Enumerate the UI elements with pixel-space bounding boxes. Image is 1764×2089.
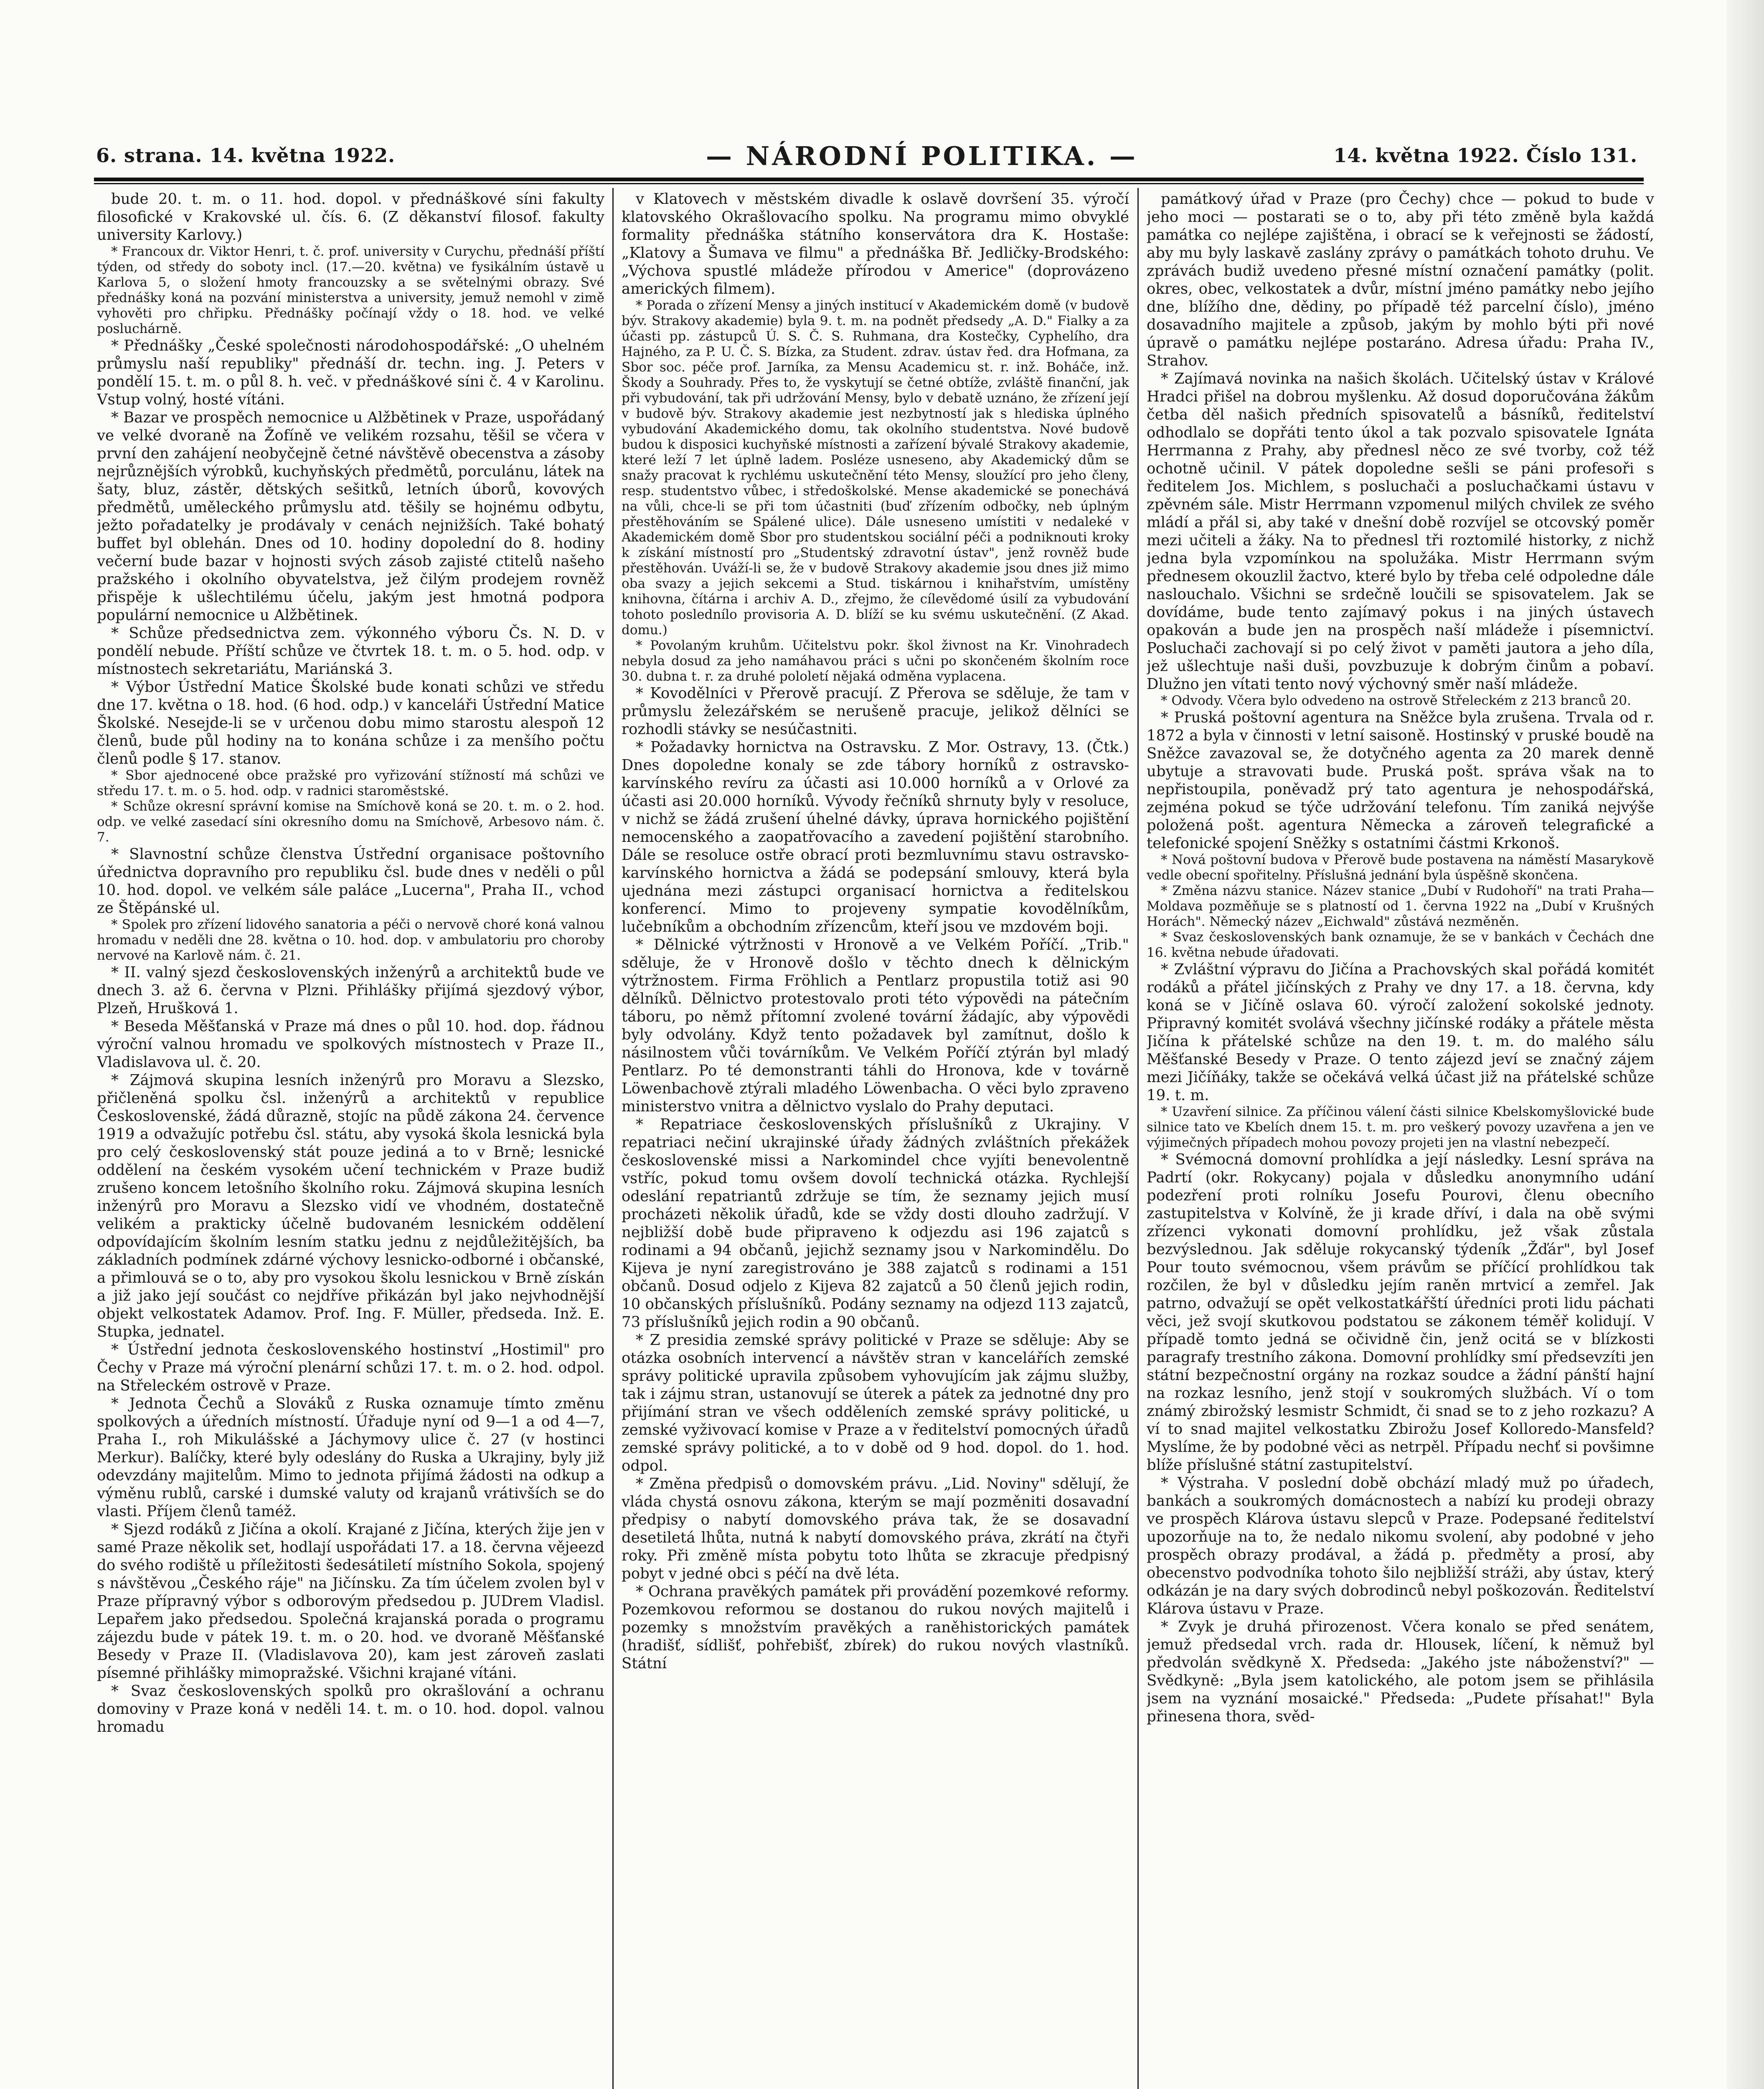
news-item: * Zájmová skupina lesních inženýrů pro Moravu a Slezsko, přičleněná spolku čsl. inženýrů a architektů v republice Československé, žádá důrazně, stojíc na půdě zákona 24. července 1919 a odvažujíc potřebu čsl. státu, aby vysoká škola lesnická byla pro celý československý stát pouze jediná a to v Brně; lesnické oddělení na českém vysokém učení technickém v Praze budiž zrušeno koncem letošního školního roku. Zájmová skupina lesních inženýrů pro Moravu a Slezsko vidí ve vhodném, dostatečně velikém a prakticky účelně budovaném lesnickém oddělení odpovídajícím školním lesním statku jednu z nejdůležitějších, ba základních podmínek zdárné výchovy lesnicko-odborné i občanské, a přimlouvá se o to, aby pro vysokou školu lesnickou v Brně získán a již jako její součást co nejdříve přikázán byl jako nejvhodnější objekt velkostatek Adamov. Prof. Ing. F. Müller, předseda. Inž. E. Stupka, jednatel.: [97, 1072, 604, 1340]
news-item: * Sjezd rodáků z Jičína a okolí. Krajané z Jičína, kterých žije jen v samé Praze několik set, hodlají uspořádati 17. a 18. června vějeezd do svého rodiště u příležitosti šedesátiletí místního Sokola, spojený s návštěvou „Českého ráje" na Jičínsku. Za tím účelem zvolen byl v Praze přípravný výbor s odborovým předsedou p. JUDrem Vladisl. Lepařem jako předsedou. Společná krajanská porada o programu zájezdu bude v pátek 19. t. m. o 20. hod. ve dvoraně Měšťanské Besedy v Praze II. (Vladislavova 20), kam jest zároveň zaslati písemné přihlášky mimopražské. Všichni krajané vítáni.: [97, 1521, 604, 1682]
news-item: * Beseda Měšťanská v Praze má dnes o půl 10. hod. dop. řádnou výroční valnou hromadu ve spolkových místnostech v Praze II., Vladislavova ul. č. 20.: [97, 1018, 604, 1071]
news-item: * Kovodělníci v Přerově pracují. Z Přerova se sděluje, že tam v průmyslu železářském se nerušeně pracuje, jelikož dělníci se rozhodli stávky se nesúčastniti.: [622, 685, 1129, 738]
news-item: * Porada o zřízení Mensy a jiných institucí v Akademickém domě (v budově býv. Strakovy akademie) byla 9. t. m. na podnět předsedy „A. D." Fialky a za účasti pp. zástupců Ú. S. Č. S. Ruhmana, dra Kostečky, Cyphelího, dra Hajného, za P. U. Č. S. Bízka, za Student. zdrav. ústav řed. dra Hofmana, za Sbor soc. péče prof. Jarníka, za Mensu Academicu st. r. inž. Boháče, inž. Škody a Souhrady. Přes to, že vyskytují se četné obtíže, zvláště finanční, jak při vybudování, tak při udržování Mensy, bylo v debatě uznáno, že zřízení její v budově býv. Strakovy akademie jest nezbytností jak s hlediska úplného vybudování Akademického domu, tak okolního studentstva. Nové budově budou k disposici kuchyňské místnosti a zařízení bývalé Strakovy akademie, které leží 7 let úplně ladem. Posléze usneseno, aby Akademický dům se snažy pracovat k rychlému uskutečnění této Mensy, sloužící pro jeho členy, resp. studentstvo vůbec, i středoškolské. Mense akademické se ponechává na vůli, chce-li se při tom účastniti (buď zřízením odbočky, neb úplným přestěhováním se Spálené ulice). Dále usneseno umístiti v nedaleké v Akademickém domě Sbor pro studentskou sociální péči a podniknouti kroky k získání místností pro „Studentský zdravotní ústav", jenž rovněž bude přestěhován. Uváží-li se, že v budově Strakovy akademie jsou dnes již mimo oba svazy a jejich sekcemi a Stud. tiskárnou i knihařstvím, umístěny knihovna, čítárna i archiv A. D., zřejmo, že cílevědomé úsilí za vybudování tohoto poslednílo provisoria A. D. blíží se ku svému uskutečnění. (Z Akad. domu.): [622, 298, 1129, 638]
news-item: * Zajímavá novinka na našich školách. Učitelský ústav v Králové Hradci přišel na dobrou myšlenku. Až dosud doporučována žákům četba děl našich předních spisovatelů a básníků, ředitelství odhodlalo se dopřáti tento úkol a tak pozvalo spisovatele Ignáta Herrmanna z Prahy, aby přednesl něco ze své tvorby, což též ochotně učinil. V pátek dopoledne sešli se páni profesoři s ředitelem Jos. Michlem, s posluchači a posluchačkami ústavu v zpěvném sále. Mistr Herrmann vzpomenul milých chvilek ze svého mládí a přál si, aby také v dnešní době rozvíjel se otcovský poměr mezi učiteli a žáky. Na to přednesl tři roztomilé historky, z nichž jedna byla vzpomínkou na spolužáka. Mistr Herrmann svým přednesem okouzlil žactvo, které bylo by třeba celé odpoledne dále naslouchalo. Všichni se srdečně loučili se spisovatelem. Jak se dovídáme, bude tento zajímavý pokus i na jiných ústavech opakován a bude jen na prospěch naší mládeže i písemnictví. Posluchači zachovají si po celý život v paměti jautora a jeho díla, jež ušlechtuje naši duši, povzbuzuje k dobrým činům a pobaví. Dlužno jen vítati tento nový výchovný směr naší mládeže.: [1147, 370, 1654, 693]
news-item: * Výstraha. V poslední době obchází mladý muž po úřadech, bankách a soukromých domácnostech a nabízí ku prodeji obrazy ve prospěch Klárova ústavu slepců v Praze. Podepsané ředitelství upozorňuje na to, že nedalo nikomu svolení, aby podobné v jeho prospěch obrazy prodával, a žádá p. předměty a prosí, aby obecenstvo podvodníka tohoto šilo nejbližší stráži, aby ústav, který odkázán je na dary svých dobrodinců nebyl poškozován. Ředitelství Klárova ústavu v Praze.: [1147, 1474, 1654, 1617]
column-divider-1: [612, 188, 614, 2089]
news-item: * Nová poštovní budova v Přerově bude postavena na náměstí Masarykově vedle obecní spořitelny. Příslušná jednání byla úspěšně skončena.: [1147, 852, 1654, 883]
news-item: * Svaz československých spolků pro okrašlování a ochranu domoviny v Praze koná v neděli 14. t. m. o 10. hod. dopol. valnou hromadu: [97, 1682, 604, 1736]
header-rule: [94, 178, 1644, 181]
news-item: * Výbor Ústřední Matice Školské bude konati schůzi ve středu dne 17. května o 18. hod. (6 hod. odp.) v kanceláři Ústřední Matice Školské. Nesejde-li se v určenou dobu mimo starostu alespoň 12 členů, bude půl hodiny na to konána schůze i za menšího počtu členů podle § 17. stanov.: [97, 679, 604, 767]
news-column-1: [97, 190, 604, 2089]
header-rule-thin: [94, 183, 1644, 184]
news-item: * Ústřední jednota československého hostinství „Hostimil" pro Čechy v Praze má výroční plenární schůzi 17. t. m. o 2. hod. odpol. na Střeleckém ostrově v Praze.: [97, 1341, 604, 1394]
header-issue-number: 14. května 1922. Číslo 131.: [1333, 144, 1637, 167]
header-page-date: 6. strana. 14. května 1922.: [96, 144, 395, 167]
news-item: * Spolek pro zřízení lidového sanatoria a péči o nervově choré koná valnou hromadu v neděli dne 28. května o 10. hod. dop. v ambulatoriu pro choroby nervové na Karlově nám. č. 21.: [97, 917, 604, 963]
news-item: * Bazar ve prospěch nemocnice u Alžbětinek v Praze, uspořádaný ve velké dvoraně na Žofíně ve velikém rozsahu, těšil se včera v první den zahájení neobyčejně četné návštěvě obecenstva a zásoby nejrůznějších výrobků, kuchyňských předmětů, porculánu, látek na šaty, bluz, zástěr, dětských sešitků, letních úborů, kovových předmětů, uměleckého průmyslu atd. těšily se hojnému odbytu, ježto pořadatelky je prodávaly v cenách nejnižších. Také bohatý buffet byl oblehán. Dnes od 10. hodiny dopolední do 8. hodiny večerní bude bazar v hojnosti svých zásob zajisté ctitelů našeho pražského i okolního obyvatelstva, jež čilým prodejem rovněž přispěje k ušlechtilému účelu, jakým jest hmotná podpora populární nemocnice u Alžbětinek.: [97, 409, 604, 624]
news-item: * Ochrana pravěkých památek při provádění pozemkové reformy. Pozemkovou reformou se dostanou do rukou nových majitelů i pozemky s množstvím pravěkých a raněhistorických památek (hradišť, sídlišť, pohřebišť, zbírek) do rukou nových vlastníků. Státní: [622, 1583, 1129, 1672]
news-item: * Zvyk je druhá přirozenost. Včera konalo se před senátem, jemuž předsedal vrch. rada dr. Hlousek, líčení, k němuž byl předvolán svědkyně X. Předseda: „Jakého jste náboženství?" — Svědkyně: „Byla jsem katolického, ale potom jsem se přihlásila jsem na vyznání mosaické." Předseda: „Pudete přísahat!" Byla přinesena thora, svěd-: [1147, 1618, 1654, 1725]
news-item: * Požadavky hornictva na Ostravsku. Z Mor. Ostravy, 13. (Čtk.) Dnes dopoledne konaly se zde tábory horníků z ostravsko-karvínského revíru za účasti asi 10.000 horníků a v Orlové za účasti asi 20.000 horníků. Vývody řečníků shrnuty byly v resoluce, v nichž se žádá zrušení úhelné dávky, úprava hornického pojištění nemocenského a zaopatřovacího a zavedení pojištění starobního. Dále se resoluce ostře obrací proti bezmluvnímu stavu ostravsko-karvínského hornictva a žádá se podepsání smlouvy, která byla ujednána mezi zástupci organisací hornictva a ředitelskou konferencí. Mimo to projeveny sympatie kovodělníkům, lučebníkům a obchodním zřízencům, kteří jsou ve mzdovém boji.: [622, 739, 1129, 935]
news-item: * Sbor ajednocené obce pražské pro vyřizování stížností má schůzi ve středu 17. t. m. o 5. hod. odp. v radnici staroměstské.: [97, 768, 604, 798]
news-item: * Dělnické výtržnosti v Hronově a ve Velkém Poříčí. „Trib." sděluje, že v Hronově došlo v těchto dnech k dělnickým výtržnostem. Firma Fröhlich a Pentlarz propustila totiž asi 90 dělníků. Dělnictvo protestovalo proti této výpovědi na pátečním táboru, po němž přítomní zvolené tovární žádajíc, aby výpovědi byly odvolány. Když tento požadavek byl zamítnut, došlo k násilnostem vůči továrníkům. Ve Velkém Poříčí ztýrán byl mladý Pentlarz. Po té demonstranti táhli do Hronova, kde v továrně Löwenbachově ztýrali mladého Löwenbacha. O věci bylo zpraveno ministerstvo vnitra a dělnictvo vyslalo do Prahy deputaci.: [622, 936, 1129, 1115]
news-item: * Slavnostní schůze členstva Ústřední organisace poštovního úřednictva dopravního pro republiku čsl. bude dnes v neděli o půl 10. hod. dopol. ve velkém sále paláce „Lucerna", Praha II., vchod ze Štěpánské ul.: [97, 846, 604, 917]
news-item: v Klatovech v městském divadle k oslavě dovršení 35. výročí klatovského Okrašlovacího spolku. Na programu mimo obvyklé formality přednáška státního konservátora dra K. Hostaše: „Klatovy a Šumava ve filmu" a přednáška Bř. Jedličky-Brodského: „Výchova spustlé mládeže přírodou v Americe" (doprovázeno amerických filmem).: [622, 191, 1129, 297]
news-item: * Francoux dr. Viktor Henri, t. č. prof. university v Curychu, přednáší příští týden, od středy do soboty incl. (17.—20. května) ve fysikálním ústavě u Karlova 5, o složení hmoty francouzsky a se světelnými obrazy. Své přednášky koná na pozvání ministerstva a university, jemuž nemohl v zimě vyhověti pro chřipku. Přednášky počínají vždy o 18. hod. ve velké posluchárně.: [97, 244, 604, 336]
news-item: * Pruská poštovní agentura na Sněžce byla zrušena. Trvala od r. 1872 a byla v činnosti v letní saisoně. Hostinský v pruské boudě na Sněžce zavazoval se, že dotyčného agenta za 20 marek denně ubytuje a stravovati bude. Pruská pošt. správa však na to nepřistoupila, poněvadž prý tato agentura je nehospodářská, zejména pokud se týče udržování telefonu. Tím zaniká nejvýše položená pošt. agentura Německa a zároveň telegrafické a telefonické spojení Sněžky s ostatními částmi Krkonoš.: [1147, 709, 1654, 852]
news-item: * Z presidia zemské správy politické v Praze se sděluje: Aby se otázka osobních intervencí a návštěv stran v kancelářích zemské správy politické upravila způsobem vyhovujícím jak zájmu služby, tak i zájmu stran, ustanovují se úterek a pátek za jednotné dny pro přijímání stran ve všech odděleních zemské správy politické, u zemské vyživovací komise v Praze a v ředitelství pomocných úřadů zemské správy politické, a to v době od 9 hod. dopol. do 1. hod. odpol.: [622, 1332, 1129, 1474]
scan-edge-right: [1726, 0, 1764, 2089]
news-item: * Uzavření silnice. Za příčinou válení části silnice Kbelskomyšlovické bude silnice tato ve Kbelích dnem 15. t. m. pro veškerý povozy uzavřena a jen ve výjimečných případech mohou povozy projeti jen na vlastní nebezpečí.: [1147, 1104, 1654, 1150]
news-item: * Schůze okresní správní komise na Smíchově koná se 20. t. m. o 2. hod. odp. ve velké zasedací síni okresního domu na Smíchově, Arbesovo nám. č. 7.: [97, 799, 604, 845]
column-divider-2: [1137, 188, 1139, 2089]
news-item: bude 20. t. m. o 11. hod. dopol. v přednáškové síni fakulty filosofické v Krakovské ul. čís. 6. (Z děkanství filosof. fakulty university Karlovy.): [97, 191, 604, 244]
news-item: * Změna názvu stanice. Název stanice „Dubí v Rudohoří" na trati Praha—Moldava pozměňuje se s platností od 1. června 1922 na „Dubí v Krušných Horách". Německý název „Eichwald" zůstává nezměněn.: [1147, 883, 1654, 929]
news-item: památkový úřad v Praze (pro Čechy) chce — pokud to bude v jeho moci — postarati se o to, aby při této změně byla každá památka co nejlépe zajištěna, i obrací se k veřejnosti se žádostí, aby mu byly laskavě zaslány zprávy o památkách tohoto druhu. Ve zprávách budiž uvedeno přesné místní označení památky (polit. okres, obec, velkostatek a dvůr, místní jméno památky nebo jejího dne, blížího dne, dědiny, po případě též parcelní číslo), jméno dosavadního majitele a způsob, jakým by mohlo býti při nové úpravě o památku nejlépe postaráno. Adresa úřadu: Praha IV., Strahov.: [1147, 191, 1654, 369]
news-item: * Repatriace československých příslušníků z Ukrajiny. V repatriaci nečiní ukrajinské úřady žádných zvláštních překážek československé missi a Narkomindel chce vyjíti benevolentně vstříc, pokud tomu ovšem dovolí technická otázka. Rychlejší odeslání repatriantů zdržuje se tím, že seznamy jejich musí procházeti několik úřadů, kde se vždy dosti dlouho zadržují. V nejbližší době bude připraveno k odjezdu asi 196 zajatců s rodinami a 94 občanů, jejichž seznamy jsou v Narkomindělu. Do Kijeva je nyní zaregistrováno je 388 zajatců s rodinami a 151 občanů. Dosud odjelo z Kijeva 82 zajatců a 50 členů jejich rodin, 10 občanských příslušníků. Podány seznamy na odjezd 113 zajatců, 73 příslušníků jejich rodin a 90 občanů.: [622, 1116, 1129, 1331]
news-column-3: [1147, 190, 1654, 2089]
news-item: * Odvody. Včera bylo odvedeno na ostrově Střeleckém z 213 branců 20.: [1161, 693, 1632, 708]
header-newspaper-title: — NÁRODNÍ POLITIKA. —: [706, 141, 1138, 171]
page-header: [96, 141, 1642, 173]
news-item: * Svaz československých bank oznamuje, že se v bankách v Čechách dne 16. května nebude úřadovati.: [1147, 930, 1654, 960]
news-item: * Schůze předsednictva zem. výkonného výboru Čs. N. D. v pondělí nebude. Příští schůze ve čtvrtek 18. t. m. o 5. hod. odp. v místnostech sekretariátu, Mariánská 3.: [97, 625, 604, 678]
news-item: * Změna předpisů o domovském právu. „Lid. Noviny" sdělují, že vláda chystá osnovu zákona, kterým se mají pozměniti dosavadní předpisy o nabytí domovského práva tak, že se dosavadní desetiletá lhůta, nutná k nabytí domovského práva, zkrátí na čtyři roky. Při změně místa pobytu toto lhůta se zkracuje předpisný pobyt v jedné obci s péčí na dvě léta.: [622, 1475, 1129, 1582]
news-item: * Povolaným kruhům. Učitelstvu pokr. škol živnost na Kr. Vinohradech nebyla dosud za jeho namáhavou práci s učni po skončeném školním roce 30. dubna t. r. za druhé pololetí nějaká odměna vyplacena.: [622, 638, 1129, 684]
news-item: * Zvláštní výpravu do Jičína a Prachovských skal pořádá komitét rodáků a přátel jičínských z Prahy ve dny 17. a 18. června, kdy koná se v Jičíně oslava 60. výročí založení sokolské jednoty. Připravný komitét svolává všechny jičínské rodáky a přátele města Jičína k přátelské schůze na den 19. t. m. do malého sálu Měšťanské Besedy v Praze. O tento zájezd jeví se značný zájem mezi Jičíňáky, takže se očekává velká účast již na přátelské schůze 19. t. m.: [1147, 961, 1654, 1104]
news-column-2: [622, 190, 1129, 2089]
news-item: * Jednota Čechů a Slováků z Ruska oznamuje tímto změnu spolkových a úředních místností. Úřaduje nyní od 9—1 a od 4—7, Praha I., roh Mikulášské a Jáchymovy ulice č. 27 (v hostinci Merkur). Balíčky, které byly odeslány do Ruska a Ukrajiny, byly již odevzdány majitelům. Mimo to jednota přijímá žádosti na odkup a výměnu rublů, carské i dumské valuty od krajanů vrátivších se do vlasti. Příjem členů taméž.: [97, 1395, 604, 1520]
news-item: * Přednášky „České společnosti národohospodářské: „O uhelném průmyslu naší republiky" přednáší dr. techn. ing. J. Peters v pondělí 15. t. m. o půl 8. h. več. v přednáškové síni č. 4 v Karolinu. Vstup volný, hosté vítáni.: [97, 337, 604, 408]
news-item: * Svémocná domovní prohlídka a její následky. Lesní správa na Padrtí (okr. Rokycany) pojala v důsledku anonymního udání podezření proti rolníku Josefu Pourovi, členu obecního zastupitelstva v Kolvíně, že ji krade dříví, i dala na obě svými zřízenci vykonati domovní prohlídku, jež však zůstala bezvýslednou. Jak sděluje rokycanský týdeník „Žďár", byl Josef Pour touto svémocnou, všem právům se příčící prohlídkou tak rozčilen, že byl v důsledku jejím raněn mrtvicí a zemřel. Jak patrno, odvažují se opět velkostatkářští úředníci proti lidu páchati věci, jež svojí skutkovou podstatou se zákonem téměř kolidují. V případě tomto jedná se očividně čin, jenž ocitá se v blízkosti paragrafy trestního zákona. Domovní prohlídky smí předsevzíti jen státní bezpečnostní orgány na rozkaz soudce a žádní pánští hajní na rozkaz lesního, jenž stojí v soukromých službách. Ví o tom známý zbirožský lesmistr Schmidt, či snad se to z jeho rozkazu? A ví to snad majitel velkostatku Zbirožu Josef Kolloredo-Mansfeld? Myslíme, že by podobné věci as netrpěl. Případu nechť si povšimne blíže příslušné státní zastupitelství.: [1147, 1151, 1654, 1474]
news-item: * II. valný sjezd československých inženýrů a architektů bude ve dnech 3. až 6. června v Plzni. Přihlášky přijímá sjezdový výbor, Plzeň, Hrušková 1.: [97, 964, 604, 1017]
